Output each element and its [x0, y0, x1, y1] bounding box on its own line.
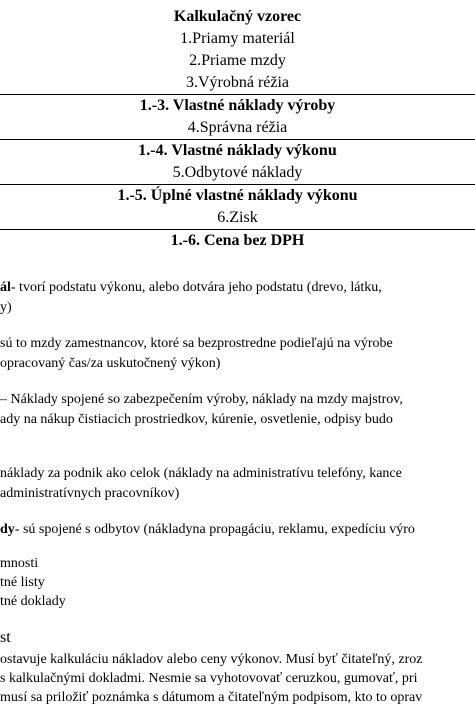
paragraph-line: náklady za podnik ako celok (náklady na administratívu telefóny, kance — [0, 466, 402, 481]
line-text: - tvorí podstatu výkonu, alebo dotvára jeho podstatu (drevo, látku, — [10, 280, 382, 295]
table-subtotal-row: 1.-3. Vlastné náklady výroby — [0, 94, 475, 117]
paragraph-line: opracovaný čas/za uskutočnený výkon) — [0, 356, 221, 371]
table-row: 5.Odbytové náklady — [172, 164, 303, 181]
section-heading: st — [0, 629, 11, 646]
table-row: 4.Správna réžia — [187, 119, 288, 136]
term-bold: ál — [0, 280, 11, 295]
table-row: 6.Zisk — [217, 209, 258, 226]
table-subtotal-row: 1.-5. Úplné vlastné náklady výkonu — [0, 184, 475, 207]
paragraph-line — [0, 520, 475, 540]
table-row: 3.Výrobná réžia — [185, 74, 290, 91]
paragraph-line: ady na nákup čistiacich prostriedkov, kúrenie, osvetlenie, odpisy budo — [0, 412, 393, 427]
table-total-row: 1.-6. Cena bez DPH — [0, 229, 475, 252]
table-title: Kalkulačný vzorec — [173, 8, 302, 25]
table-row: 2.Priame mzdy — [189, 52, 286, 69]
paragraph-line: y) — [0, 300, 12, 315]
list-item: mnosti — [0, 556, 39, 571]
list-item: tné doklady — [0, 594, 66, 609]
paragraph-line: – Náklady spojené so zabezpečením výroby, náklady na mzdy majstrov, — [0, 392, 403, 407]
list-item: tné listy — [0, 575, 45, 590]
paragraph-line: s kalkulačnými dokladmi. Nesmie sa vyhotovovať ceruzkou, gumovať, pri — [0, 671, 418, 686]
paragraph-line: sú to mzdy zamestnancov, ktoré sa bezprostredne podieľajú na výrobe — [0, 336, 393, 351]
term-bold: dy — [0, 522, 15, 537]
line-text: - sú spojené s odbytov (nákladyna propagáciu, reklamu, expedíciu výro — [14, 522, 415, 537]
table-row: 1.Priamy materiál — [180, 30, 295, 47]
calculation-formula-table — [0, 6, 475, 252]
paragraph-line: musí sa priložiť poznámka s dátumom a čitateľným podpisom, kto to oprav — [0, 690, 423, 705]
paragraph-line: ostavuje kalkuláciu nákladov alebo ceny výkonov. Musí byť čitateľný, zroz — [0, 652, 423, 667]
table-subtotal-row: 1.-4. Vlastné náklady výkonu — [0, 139, 475, 162]
paragraph-line: administratívnych pracovníkov) — [0, 486, 180, 501]
paragraph-line — [0, 278, 475, 298]
